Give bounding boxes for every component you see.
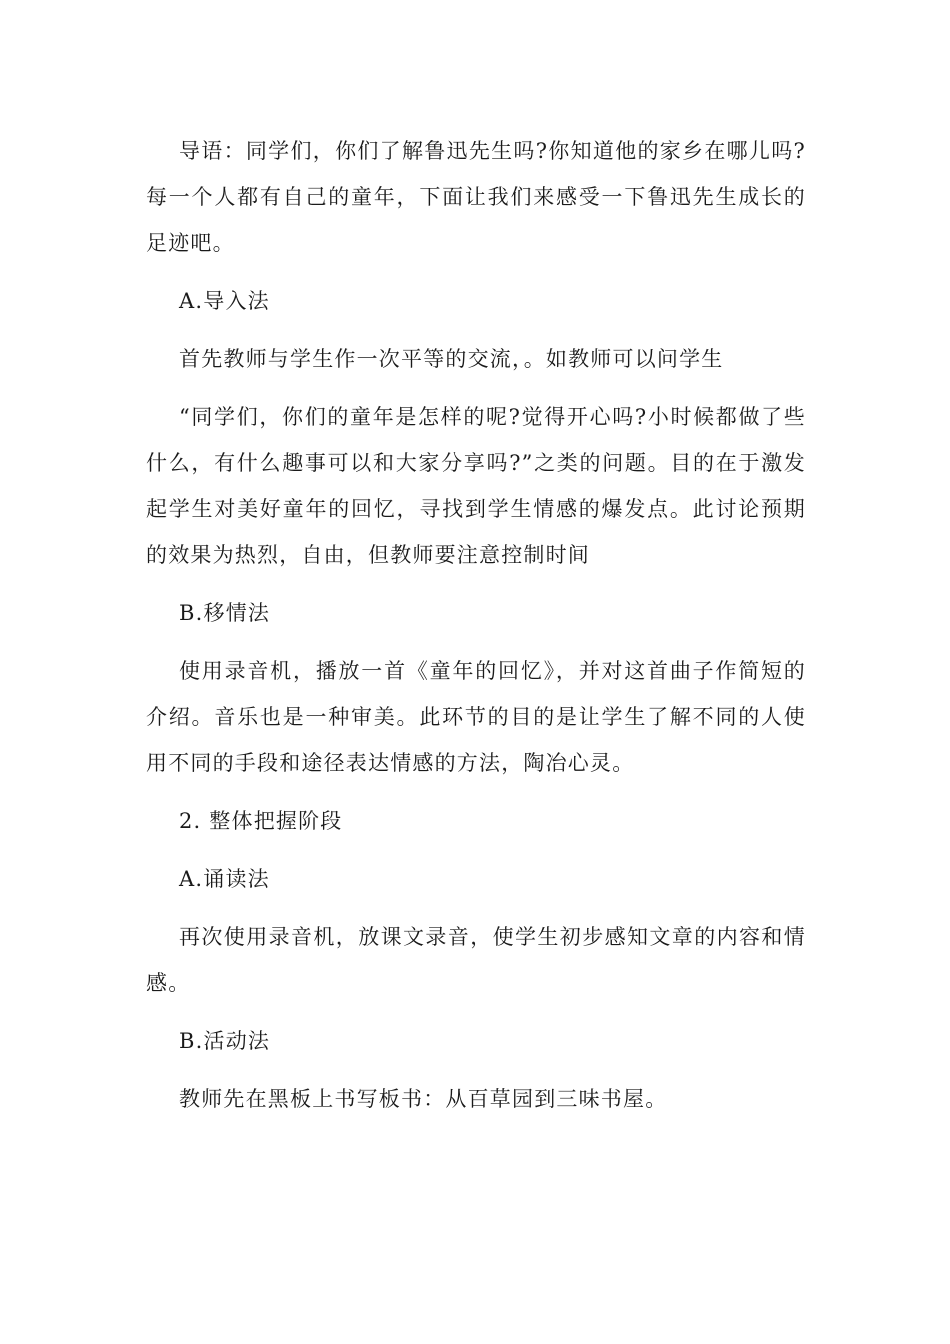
section-heading-overall-stage: 2. 整体把握阶段 <box>179 809 343 833</box>
quote-paragraph: “同学们，你们的童年是怎样的呢?觉得开心吗?小时候都做了些什么，有什么趣事可以和大家分享吗?”之类的问题。目的在于激发起学生对美好童年的回忆，寻找到学生情感的爆发点。此讨论预期的效果为热烈，自由，但教师要注意控制时间 <box>146 405 806 567</box>
body-paragraph: 教师先在黑板上书写板书：从百草园到三味书屋。 <box>179 1087 668 1111</box>
section-heading-reading-method: A.诵读法 <box>179 867 270 891</box>
body-paragraph: 使用录音机，播放一首《童年的回忆》，并对这首曲子作简短的介绍。音乐也是一种审美。此环节的目的是让学生了解不同的人使用不同的手段和途径表达情感的方法，陶冶心灵。 <box>146 659 806 775</box>
section-heading-import-method: A.导入法 <box>179 289 270 313</box>
body-paragraph: 首先教师与学生作一次平等的交流，。如教师可以问学生 <box>179 347 724 371</box>
section-heading-empathy-method: B.移情法 <box>179 601 271 625</box>
section-heading-activity-method: B.活动法 <box>179 1029 271 1053</box>
body-paragraph: 再次使用录音机，放课文录音，使学生初步感知文章的内容和情感。 <box>146 925 806 995</box>
document-body <box>146 128 806 1122</box>
intro-paragraph: 导语：同学们，你们了解鲁迅先生吗?你知道他的家乡在哪儿吗?每一个人都有自己的童年，下面让我们来感受一下鲁迅先生成长的足迹吧。 <box>146 139 806 255</box>
